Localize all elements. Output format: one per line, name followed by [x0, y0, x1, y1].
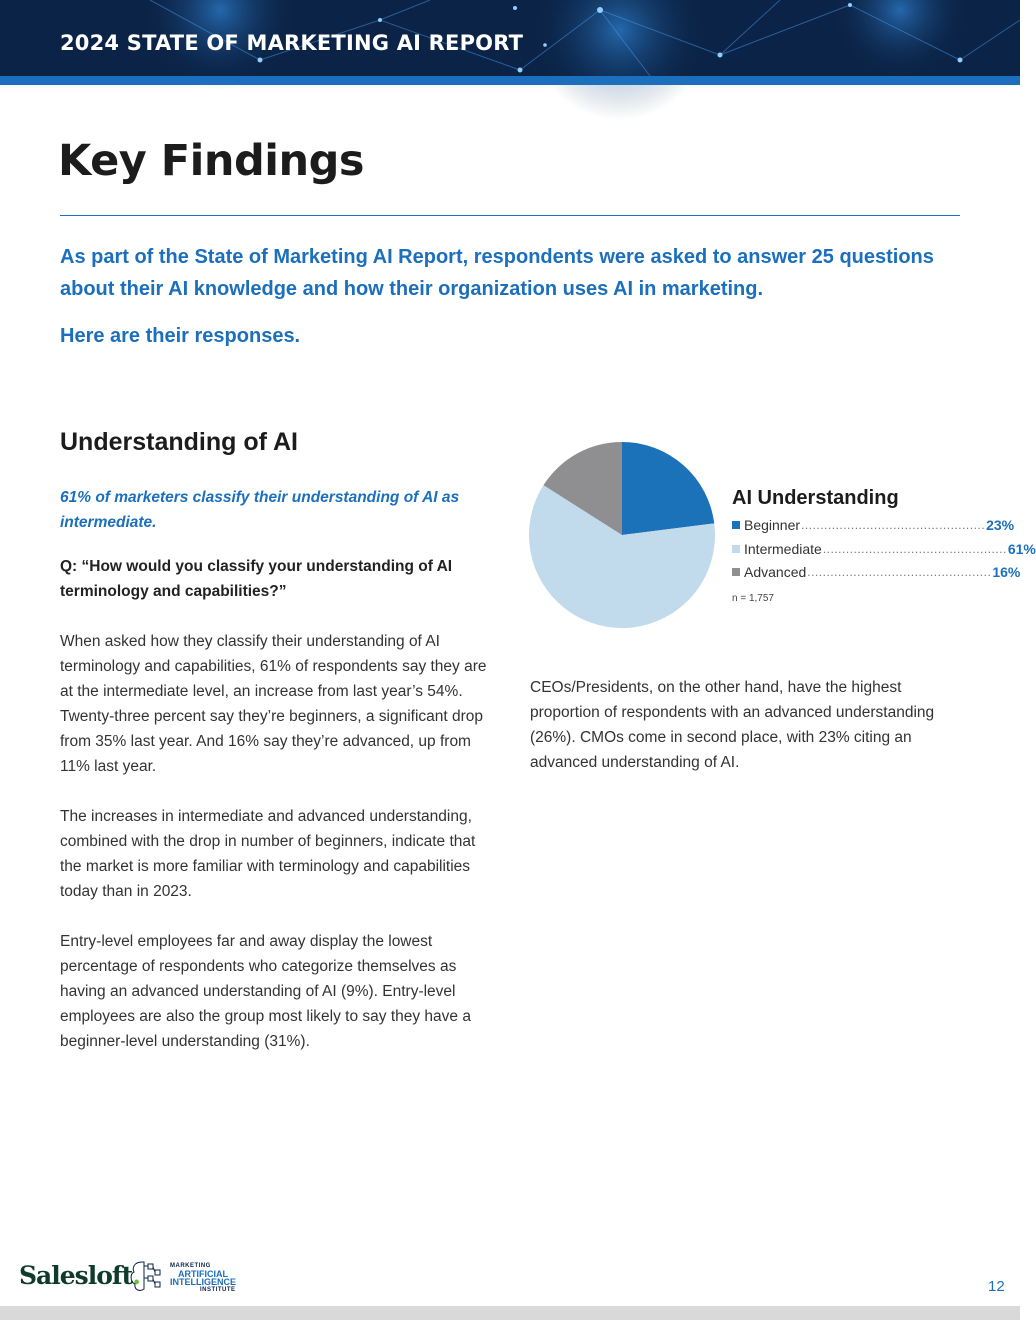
- survey-question: Q: “How would you classify your understanding of AI terminology and capabilities?”: [60, 558, 453, 600]
- intro-subline: Here are their responses.: [60, 325, 301, 347]
- legend-swatch: [732, 568, 740, 576]
- pie-slice-beginner: [622, 442, 714, 535]
- body-paragraph: Entry-level employees far and away display the lowest percentage of respondents who categorize themselves as having an advanced understanding of AI (9%). Entry-level employees are also the group most likely to say they have a beginner-level understanding (31%).: [60, 933, 471, 1050]
- brain-icon: [128, 1258, 168, 1294]
- sample-size-note: n = 1,757: [732, 593, 774, 604]
- legend-label: Beginner: [744, 517, 801, 533]
- logo-line: ARTIFICIAL: [178, 1269, 228, 1279]
- page-number: 12: [988, 1278, 1005, 1295]
- legend-item-advanced: [732, 562, 1021, 582]
- legend-value: 23%: [986, 517, 1015, 533]
- pie-chart: [520, 430, 730, 640]
- ai-understanding-chart: [520, 430, 970, 640]
- report-title: 2024 STATE OF MARKETING AI REPORT: [60, 31, 524, 55]
- logo-line: INSTITUTE: [200, 1287, 236, 1293]
- leader-dots: ................................................: [807, 565, 992, 579]
- key-stat-highlight: 61% of marketers classify their understanding of AI as intermediate.: [60, 489, 460, 531]
- legend-item-intermediate: [732, 539, 1036, 559]
- legend-swatch: [732, 521, 740, 529]
- intro-paragraph: As part of the State of Marketing AI Report, respondents were asked to answer 25 questions about their AI knowledge and how their organization uses AI in marketing.: [60, 246, 934, 300]
- legend-label: Intermediate: [744, 541, 822, 557]
- leader-dots: ................................................: [801, 518, 986, 532]
- footer-bar: [0, 1306, 1020, 1320]
- legend-value: 16%: [992, 564, 1021, 580]
- mai-institute-logo: [170, 1262, 236, 1294]
- header-accent-stripe: [0, 76, 1020, 85]
- page-title: Key Findings: [58, 136, 364, 186]
- legend-swatch: [732, 545, 740, 553]
- legend-value: 61%: [1007, 541, 1036, 557]
- body-paragraph: When asked how they classify their understanding of AI terminology and capabilities, 61% of respondents say they are at the intermediate level, an increase from last year’s 54%. Twenty-three percent say they’re beginners, a significant drop from 35% last year. And 16% say they’re advanced, up from 11% last year.: [60, 633, 487, 775]
- section-title: Understanding of AI: [60, 428, 298, 456]
- header-banner: [0, 0, 1020, 76]
- leader-dots: ................................................: [822, 542, 1007, 556]
- logo-line: MARKETING: [170, 1263, 211, 1269]
- legend-item-beginner: [732, 515, 1015, 535]
- salesloft-wordmark: Salesloft: [19, 1261, 133, 1290]
- logo-line: INTELLIGENCE: [170, 1277, 237, 1287]
- right-column-paragraph: CEOs/Presidents, on the other hand, have the highest proportion of respondents with an advanced understanding (26%). CMOs come in second place, with 23% citing an advanced understanding of AI.: [530, 679, 935, 771]
- chart-title: AI Understanding: [732, 487, 899, 509]
- body-paragraph: The increases in intermediate and advanced understanding, combined with the drop in number of beginners, indicate that the market is more familiar with terminology and capabilities today than in 2023.: [60, 808, 476, 900]
- legend-label: Advanced: [744, 564, 807, 580]
- title-divider: [60, 215, 960, 216]
- salesloft-logo: Salesloft.: [19, 1261, 140, 1290]
